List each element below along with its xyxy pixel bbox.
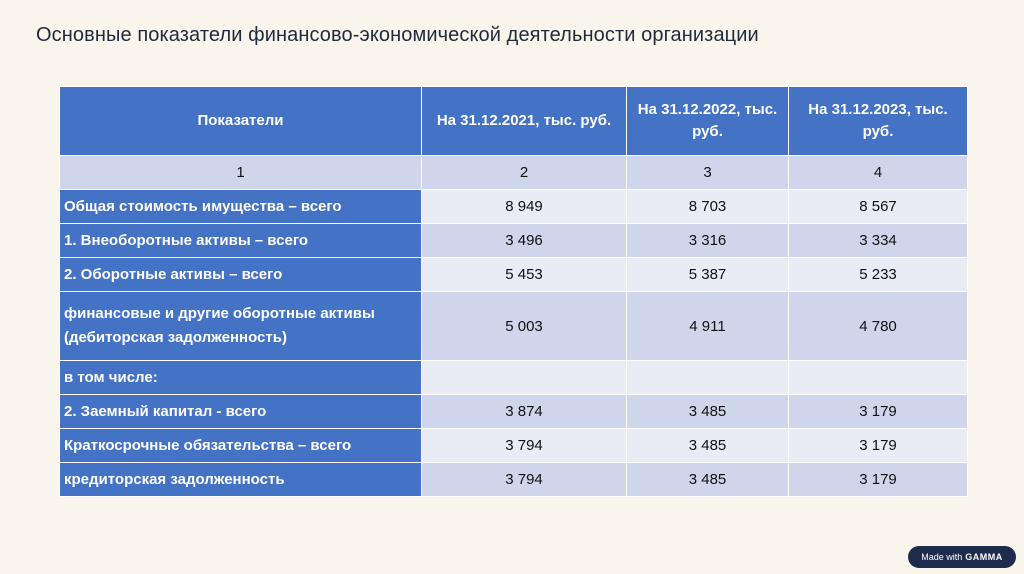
row-value-2021: 3 794	[422, 429, 627, 463]
header-indicators: Показатели	[60, 87, 422, 156]
row-label: Краткосрочные обязательства – всего	[60, 429, 422, 463]
header-2022: На 31.12.2022, тыс. руб.	[627, 87, 789, 156]
financial-indicators-table	[59, 86, 968, 497]
row-value-2023: 4 780	[789, 292, 968, 361]
row-value-2021: 8 949	[422, 190, 627, 224]
row-value-2021: 5 453	[422, 258, 627, 292]
row-value-2021: 3 874	[422, 395, 627, 429]
row-label: финансовые и другие оборотные активы (дебиторская задолженность)	[60, 292, 422, 361]
made-with-gamma-badge[interactable]	[908, 546, 1016, 568]
row-value-2021: 5 003	[422, 292, 627, 361]
column-number-3: 3	[627, 156, 789, 190]
row-label: 2. Заемный капитал - всего	[60, 395, 422, 429]
row-value-2023: 3 179	[789, 429, 968, 463]
row-value-2023: 3 179	[789, 463, 968, 497]
badge-prefix: Made with	[921, 552, 963, 562]
row-label: 2. Оборотные активы – всего	[60, 258, 422, 292]
row-value-2023	[789, 361, 968, 395]
row-value-2022: 3 485	[627, 429, 789, 463]
row-value-2022	[627, 361, 789, 395]
row-value-2022: 3 485	[627, 463, 789, 497]
row-label: 1. Внеоборотные активы – всего	[60, 224, 422, 258]
header-row	[60, 87, 968, 156]
row-value-2023: 3 334	[789, 224, 968, 258]
row-value-2021	[422, 361, 627, 395]
row-value-2022: 4 911	[627, 292, 789, 361]
row-value-2023: 3 179	[789, 395, 968, 429]
row-value-2022: 8 703	[627, 190, 789, 224]
table-row	[60, 429, 968, 463]
table-row	[60, 361, 968, 395]
table-row	[60, 224, 968, 258]
table-row	[60, 258, 968, 292]
row-value-2023: 8 567	[789, 190, 968, 224]
row-value-2023: 5 233	[789, 258, 968, 292]
table-row	[60, 292, 968, 361]
row-label: в том числе:	[60, 361, 422, 395]
column-number-2: 2	[422, 156, 627, 190]
header-2023: На 31.12.2023, тыс. руб.	[789, 87, 968, 156]
column-number-1: 1	[60, 156, 422, 190]
table-row	[60, 463, 968, 497]
row-value-2022: 3 485	[627, 395, 789, 429]
row-label: кредиторская задолженность	[60, 463, 422, 497]
row-label: Общая стоимость имущества – всего	[60, 190, 422, 224]
table-row	[60, 395, 968, 429]
row-value-2022: 5 387	[627, 258, 789, 292]
header-2021: На 31.12.2021, тыс. руб.	[422, 87, 627, 156]
column-number-row	[60, 156, 968, 190]
row-value-2022: 3 316	[627, 224, 789, 258]
table-row	[60, 190, 968, 224]
column-number-4: 4	[789, 156, 968, 190]
page-title: Основные показатели финансово-экономической деятельности организации	[36, 24, 759, 46]
row-value-2021: 3 496	[422, 224, 627, 258]
gamma-logo: GAMMA	[965, 552, 1003, 562]
row-value-2021: 3 794	[422, 463, 627, 497]
